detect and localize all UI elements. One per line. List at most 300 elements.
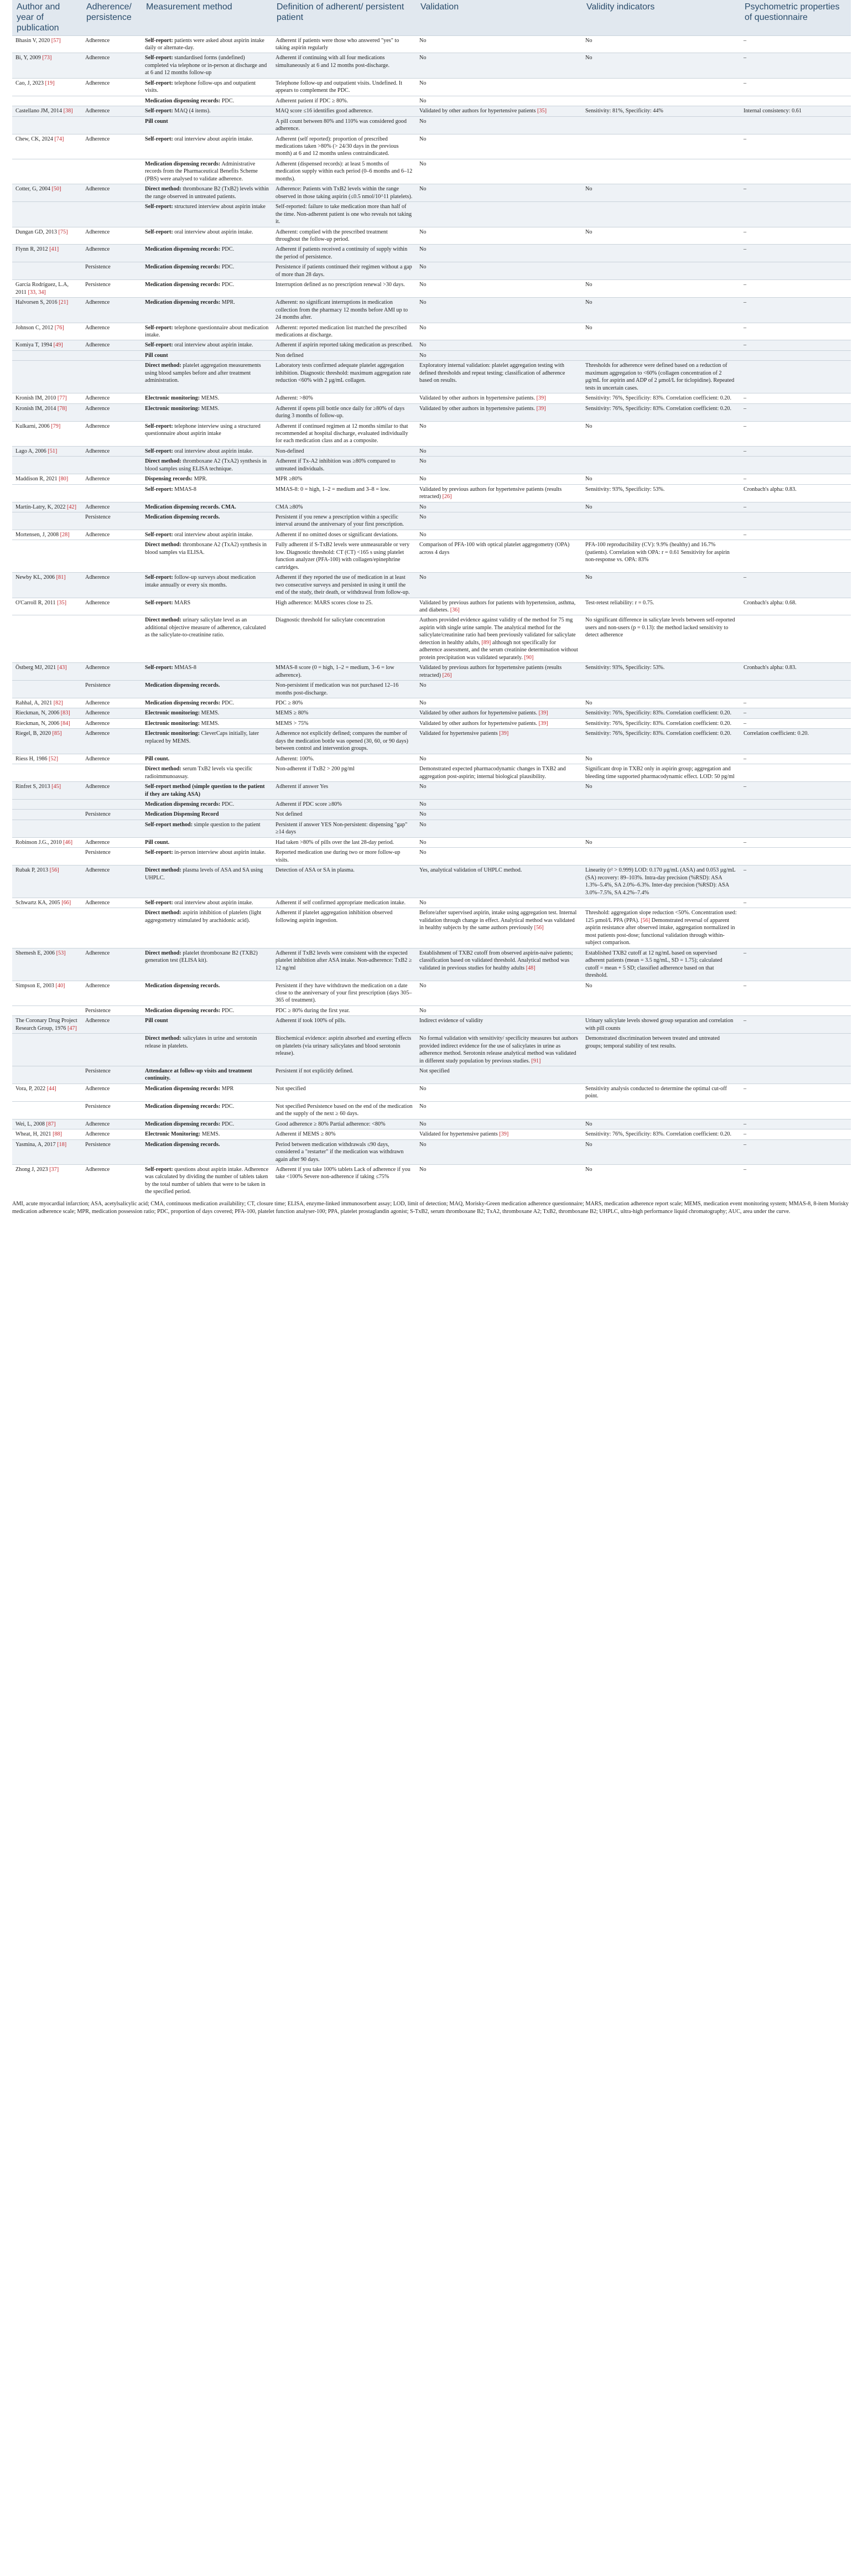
cell-psychometric: – [740, 898, 851, 908]
cell-definition: Adherent if they reported the use of medication in at least two consecutive surveys and persisted in using it until the end of the study, their death, or withdrawal from follow-up. [272, 573, 416, 598]
table-row [12, 530, 851, 540]
cell-validity: No significant difference in salicylate levels between self-reported users and non-users (p = 0.13): the method lacked sensitivity to detect adherence [582, 615, 740, 663]
cell-validation: No [416, 457, 582, 474]
cell-author [12, 1066, 82, 1084]
cell-adherence: Adherence [82, 134, 142, 159]
cell-psychometric [740, 1005, 851, 1015]
table-body [12, 35, 851, 1197]
cell-definition: Had taken >80% of pills over the last 28-day period. [272, 837, 416, 847]
cell-validation: No formal validation with sensitivity/ specificity measures but authors provided indirect evidence for the use of salicylates in urine as adherence method. Serotonin release analytical method was validated in different study population by previous studies. [91] [416, 1034, 582, 1066]
table-row [12, 1139, 851, 1164]
citation-link[interactable]: [35] [57, 599, 67, 606]
table-row [12, 78, 851, 96]
cell-adherence: Adherence [82, 323, 142, 340]
citation-link[interactable]: [41] [49, 246, 59, 253]
citation-link[interactable]: [87] [46, 1121, 56, 1127]
cell-validation: No [416, 96, 582, 106]
table-row [12, 981, 851, 1005]
cell-validation: Validated for hypertensive patients [39] [416, 1129, 582, 1139]
citation-link[interactable]: [39] [499, 1131, 509, 1138]
cell-author [12, 96, 82, 106]
table-row [12, 799, 851, 809]
cell-definition: Adherent if aspirin reported taking medication as prescribed. [272, 340, 416, 350]
table-row [12, 1119, 851, 1129]
cell-author [12, 361, 82, 393]
cell-author: Shemesh E, 2006 [53] [12, 948, 82, 981]
cell-validation: Validated by other authors in hypertensive patients. [39] [416, 393, 582, 403]
cell-author [12, 908, 82, 948]
citation-link[interactable]: [40] [55, 982, 65, 989]
table-row [12, 1129, 851, 1139]
method-type: Self-report: [145, 899, 173, 906]
citation-link[interactable]: [81] [56, 574, 66, 581]
cell-method: Medication dispensing records: MPR [142, 1084, 272, 1101]
cell-adherence [82, 361, 142, 393]
cell-method: Electronic monitoring: MEMS. [142, 393, 272, 403]
citation-link[interactable]: [56] [534, 925, 544, 931]
cell-validity [582, 530, 740, 540]
method-type: Pill count. [145, 755, 170, 762]
citation-link[interactable]: [52] [49, 755, 58, 762]
cell-validity: No [582, 1119, 740, 1129]
cell-adherence: Persistence [82, 848, 142, 865]
method-type: Medication dispensing records. [145, 982, 220, 989]
cell-adherence: Adherence [82, 78, 142, 96]
citation-link[interactable]: [18] [57, 1141, 67, 1148]
cell-author: Johnson C, 2012 [76] [12, 323, 82, 340]
table-row [12, 598, 851, 615]
cell-author: Lago A, 2006 [51] [12, 446, 82, 456]
cell-adherence: Persistence [82, 512, 142, 530]
method-type: Direct method: [145, 186, 181, 193]
cell-validity [582, 262, 740, 280]
cell-validity: No [582, 782, 740, 800]
table-row [12, 298, 851, 323]
cell-validity: No [582, 280, 740, 298]
cell-validity: No [582, 323, 740, 340]
cell-method: Direct method: thromboxane B2 (TxB2) levels within the range observed in untreated patients. [142, 184, 272, 202]
cell-validation: No [416, 981, 582, 1005]
cell-adherence [82, 615, 142, 663]
cell-psychometric: Cronbach's alpha: 0.68. [740, 598, 851, 615]
cell-psychometric: – [740, 718, 851, 728]
cell-adherence: Adherence [82, 718, 142, 728]
cell-validation: No [416, 530, 582, 540]
cell-validity [582, 446, 740, 456]
cell-method: Self-report: oral interview about aspirin intake. [142, 446, 272, 456]
citation-link[interactable]: [35] [537, 108, 547, 115]
table-row [12, 698, 851, 708]
citation-link[interactable]: [91] [531, 1058, 541, 1064]
citation-link[interactable]: [57] [51, 37, 61, 44]
cell-definition: Not specified [272, 1084, 416, 1101]
table-row [12, 134, 851, 159]
cell-author: The Coronary Drug Project Research Group, 1976 [47] [12, 1016, 82, 1034]
cell-psychometric: – [740, 421, 851, 446]
cell-validity [582, 78, 740, 96]
citation-link[interactable]: [66] [61, 899, 71, 906]
table-row [12, 350, 851, 360]
cell-definition: Adherent if you take 100% tablets Lack of adherence if you take <100% Severe non-adherence if taking ≤75% [272, 1165, 416, 1197]
cell-definition: Adherent if took 100% of pills. [272, 1016, 416, 1034]
cell-adherence: Adherence [82, 1129, 142, 1139]
cell-adherence: Adherence [82, 782, 142, 800]
citation-link[interactable]: [26] [442, 672, 452, 678]
cell-validity: No [582, 184, 740, 202]
cell-psychometric: – [740, 837, 851, 847]
method-type: Medication Dispensing Record [145, 811, 219, 818]
cell-method [142, 1016, 272, 1034]
cell-validity [582, 96, 740, 106]
method-type: Direct method: [145, 867, 181, 874]
cell-author [12, 848, 82, 865]
method-type: Self-report: [145, 204, 173, 210]
cell-author: Schwartz KA, 2005 [66] [12, 898, 82, 908]
citation-link[interactable]: [45] [51, 784, 61, 790]
method-type: Self-report: [145, 448, 173, 454]
cell-author: Castellano JM, 2014 [38] [12, 106, 82, 116]
cell-adherence: Adherence [82, 573, 142, 598]
cell-method: Medication dispensing records: PDC. [142, 799, 272, 809]
cell-psychometric: Internal consistency: 0.61 [740, 106, 851, 116]
cell-definition: Adherent if patients were those who answered "yes" to taking aspirin regularly [272, 35, 416, 53]
cell-adherence [82, 1034, 142, 1066]
cell-definition: MMAS-8 score (0 = high, 1–2 = medium, 3–6 = low adherence). [272, 663, 416, 681]
cell-adherence: Adherence [82, 865, 142, 898]
citation-link[interactable]: [56] [641, 917, 651, 924]
cell-author [12, 1005, 82, 1015]
cell-definition: Interruption defined as no prescription renewal >30 days. [272, 280, 416, 298]
cell-validation: No [416, 340, 582, 350]
cell-validation: No [416, 116, 582, 134]
cell-definition: Not defined [272, 810, 416, 820]
citation-link[interactable]: [78] [57, 405, 67, 412]
citation-link[interactable]: [83] [60, 710, 70, 717]
header-definition: Definition of adherent/ persistent patient [272, 0, 416, 35]
cell-adherence: Adherence [82, 530, 142, 540]
method-type: Self-report: [145, 531, 173, 538]
table-row [12, 540, 851, 573]
method-type: Self-report: [145, 229, 173, 235]
citation-link[interactable]: [88] [53, 1131, 63, 1138]
cell-adherence: Adherence [82, 393, 142, 403]
method-type: Self-report method (simple question to the patient if they are taking ASA) [145, 784, 265, 797]
cell-validation: No [416, 848, 582, 865]
cell-author: Zhong J, 2023 [37] [12, 1165, 82, 1197]
cell-author: Kulkarni, 2006 [79] [12, 421, 82, 446]
cell-validation: No [416, 799, 582, 809]
cell-method: Direct method: salicylates in urine and serotonin release in platelets. [142, 1034, 272, 1066]
cell-method: Self-report: standardised forms (undefined) completed via telephone or in-person at discharge and at 6 and 12 months follow-up [142, 53, 272, 78]
table-row [12, 502, 851, 512]
method-type: Medication dispensing records: [145, 801, 221, 807]
method-type: Medication dispensing records. [145, 1141, 220, 1148]
table-row [12, 1084, 851, 1101]
cell-validation: No [416, 280, 582, 298]
cell-adherence: Persistence [82, 1066, 142, 1084]
cell-validation: No [416, 1139, 582, 1164]
cell-method: Self-report: MMAS-8 [142, 663, 272, 681]
cell-validity: No [582, 298, 740, 323]
citation-link[interactable]: [33, 34] [28, 289, 46, 296]
citation-link[interactable]: [82] [53, 700, 63, 706]
method-type: Self-report: [145, 599, 173, 606]
cell-method: Self-report: in-person interview about aspirin intake. [142, 848, 272, 865]
cell-validity [582, 820, 740, 837]
citation-link[interactable]: [79] [51, 423, 61, 429]
cell-method: Self-report: oral interview about aspirin intake. [142, 340, 272, 350]
cell-method [142, 116, 272, 134]
citation-link[interactable]: [46] [63, 839, 73, 846]
citation-link[interactable]: [74] [54, 136, 64, 142]
method-type: Self-report: [145, 665, 173, 671]
citation-link[interactable]: [39] [536, 395, 546, 402]
cell-author: Mortensen, J, 2008 [28] [12, 530, 82, 540]
cell-author [12, 1101, 82, 1119]
cell-psychometric: – [740, 530, 851, 540]
citation-link[interactable]: [80] [59, 476, 69, 483]
cell-psychometric [740, 350, 851, 360]
cell-psychometric [740, 1034, 851, 1066]
cell-author [12, 810, 82, 820]
cell-author: Kronish IM, 2010 [77] [12, 393, 82, 403]
method-type: Medication dispensing records. [145, 682, 220, 689]
cell-validity [582, 848, 740, 865]
cell-validity [582, 340, 740, 350]
cell-validity: Sensitivity: 76%, Specificity: 83%. Correlation coefficient: 0.20. [582, 708, 740, 718]
citation-link[interactable]: [49] [53, 342, 63, 349]
cell-validation: Demonstrated expected pharmacodynamic changes in TXB2 and aggregation post-aspirin; internal biological plausibility. [416, 764, 582, 782]
cell-definition: Adherence: Patients with TxB2 levels within the range observed in those taking aspirin (≤0.5 nmol/10^11 platelets). [272, 184, 416, 202]
cell-author [12, 681, 82, 698]
citation-link[interactable]: [39] [499, 730, 509, 737]
citation-link[interactable]: [37] [49, 1167, 59, 1173]
cell-validity: No [582, 227, 740, 245]
cell-psychometric: – [740, 393, 851, 403]
cell-author [12, 457, 82, 474]
table-row [12, 323, 851, 340]
method-type: Pill count [145, 118, 168, 125]
cell-adherence: Adherence [82, 106, 142, 116]
cell-validation: No [416, 350, 582, 360]
cell-psychometric [740, 1101, 851, 1119]
cell-method: Self-report: oral interview about aspirin intake. [142, 898, 272, 908]
cell-definition: MEMS ≥ 80% [272, 708, 416, 718]
cell-adherence: Persistence [82, 1101, 142, 1119]
table-row [12, 1066, 851, 1084]
cell-adherence: Adherence [82, 598, 142, 615]
table-row [12, 1165, 851, 1197]
cell-validation: Yes, analytical validation of UHPLC method. [416, 865, 582, 898]
cell-definition: Persistent if they have withdrawn the medication on a date close to the anniversary of your first prescription (days 305–365 of treatment). [272, 981, 416, 1005]
table-row [12, 280, 851, 298]
cell-validation: No [416, 245, 582, 262]
table-row [12, 908, 851, 948]
cell-validation: Indirect evidence of validity [416, 1016, 582, 1034]
citation-link[interactable]: [39] [538, 720, 548, 727]
cell-author: Rahhal, A, 2021 [82] [12, 698, 82, 708]
cell-author: Flynn R, 2012 [41] [12, 245, 82, 262]
cell-method: Dispensing records: MPR. [142, 474, 272, 484]
cell-definition: Adherent: complied with the prescribed treatment throughout the follow-up period. [272, 227, 416, 245]
method-type: Self-report: [145, 1167, 173, 1173]
citation-link[interactable]: [44] [46, 1085, 56, 1092]
cell-validation: No [416, 53, 582, 78]
cell-validation: No [416, 1101, 582, 1119]
cell-adherence: Adherence [82, 1016, 142, 1034]
header-author: Author and year of publication [12, 0, 82, 35]
cell-validity [582, 457, 740, 474]
cell-validation: No [416, 898, 582, 908]
citation-link[interactable]: [75] [58, 229, 68, 235]
citation-link[interactable]: [48] [526, 965, 536, 971]
method-type: Pill count [145, 352, 168, 359]
cell-method: Direct method: serum TxB2 levels via specific radioimmunoassay. [142, 764, 272, 782]
cell-psychometric: – [740, 1084, 851, 1101]
citation-link[interactable]: [77] [57, 395, 67, 402]
cell-method: Direct method: urinary salicylate level as an additional objective measure of adherence, calculated as the salicylate-to-creatinine ratio. [142, 615, 272, 663]
cell-psychometric: – [740, 1119, 851, 1129]
cell-validity: Demonstrated discrimination between treated and untreated groups; temporal stability of test results. [582, 1034, 740, 1066]
citation-link[interactable]: [36] [450, 607, 460, 614]
cell-method: Medication dispensing records: PDC. [142, 245, 272, 262]
cell-validation: No [416, 754, 582, 764]
cell-method: Direct method: aspirin inhibition of platelets (light aggregometry stimulated by arachidonic acid). [142, 908, 272, 948]
cell-psychometric [740, 810, 851, 820]
citation-link[interactable]: [39] [538, 710, 548, 717]
cell-author: Martín-Latry, K, 2022 [42] [12, 502, 82, 512]
cell-method [142, 837, 272, 847]
cell-definition: Adherent (self reported): proportion of prescribed medications taken >80% (> 24/30 days in the previous month) at 6 and 12 months unless contraindicated. [272, 134, 416, 159]
cell-validation: No [416, 227, 582, 245]
cell-psychometric: – [740, 1129, 851, 1139]
cell-psychometric: Cronbach's alpha: 0.83. [740, 663, 851, 681]
cell-method: Self-report: telephone interview using a structured questionnaire about aspirin intake [142, 421, 272, 446]
method-type: Direct method: [145, 1035, 181, 1042]
method-type: Direct method: [145, 362, 181, 369]
citation-link[interactable]: [42] [67, 504, 76, 510]
cell-definition: Non-adherent if TxB2 > 200 pg/ml [272, 764, 416, 782]
table-row [12, 474, 851, 484]
cell-validation: No [416, 298, 582, 323]
table-row [12, 754, 851, 764]
cell-validity [582, 116, 740, 134]
citation-link[interactable]: [26] [442, 494, 452, 500]
cell-validation: No [416, 78, 582, 96]
cell-author: Cotter, G, 2004 [50] [12, 184, 82, 202]
cell-definition: Adherent if opens pill bottle once daily for ≥80% of days during 3 months of follow-up. [272, 403, 416, 421]
table-row [12, 262, 851, 280]
cell-author: Östberg MJ, 2021 [43] [12, 663, 82, 681]
cell-validity [582, 512, 740, 530]
table-row [12, 393, 851, 403]
method-type: Medication dispensing records: [145, 700, 221, 706]
cell-validation: Establishment of TXB2 cutoff from observed aspirin-naive patients; classification based on validated threshold. Analytical method was validated in previous studies for healthy adults [48] [416, 948, 582, 981]
table-row [12, 484, 851, 502]
citation-link[interactable]: [56] [49, 867, 59, 874]
citation-link[interactable]: [51] [48, 448, 58, 454]
cell-definition: MEMS > 75% [272, 718, 416, 728]
cell-adherence: Adherence [82, 227, 142, 245]
citation-link[interactable]: [19] [45, 80, 55, 86]
cell-definition: A pill count between 80% and 110% was considered good adherence. [272, 116, 416, 134]
cell-validation: No [416, 1084, 582, 1101]
cell-validation: No [416, 35, 582, 53]
cell-method: Electronic monitoring: MEMS. [142, 718, 272, 728]
citation-link[interactable]: [90] [524, 654, 534, 661]
cell-method: Medication dispensing records: PDC. [142, 96, 272, 106]
cell-method: Medication dispensing records: PDC. [142, 1119, 272, 1129]
cell-validity: Linearity (r² > 0.999) LOD: 0.170 µg/mL (ASA) and 0.053 µg/mL (SA) recovery: 89–103%. Intra-day precision (%RSD): ASA 1.3%–5.4%, SA 2.0%–6.3%. Inter-day precision (%RSD): ASA 3.0%–7.5%, SA 4.2%–7.4% [582, 865, 740, 898]
method-type: Direct method: [145, 542, 181, 548]
cell-definition: Fully adherent if S-TxB2 levels were unmeasurable or very low. Diagnostic threshold: CT (CT) <165 s using platelet function analyzer (PFA-100) with collagen/epinephrine cartridges. [272, 540, 416, 573]
cell-validation: No [416, 681, 582, 698]
cell-adherence: Persistence [82, 681, 142, 698]
cell-definition: MMAS-8: 0 = high, 1–2 = medium and 3–8 = low. [272, 484, 416, 502]
cell-psychometric: – [740, 184, 851, 202]
citation-link[interactable]: [38] [63, 108, 73, 115]
cell-method: Electronic monitoring: CleverCaps initially, later replaced by MEMS. [142, 729, 272, 754]
citation-link[interactable]: [21] [59, 299, 69, 306]
table-row [12, 764, 851, 782]
table-row [12, 245, 851, 262]
cell-author: Vora, P, 2022 [44] [12, 1084, 82, 1101]
cell-author: Newby KL, 2006 [81] [12, 573, 82, 598]
cell-validity: No [582, 1139, 740, 1164]
citation-link[interactable]: [73] [42, 55, 52, 61]
method-type: Self-report: [145, 37, 173, 44]
cell-definition: Adherent patient if PDC ≥ 80%. [272, 96, 416, 106]
cell-method [142, 512, 272, 530]
cell-author [12, 540, 82, 573]
citation-link[interactable]: [39] [536, 405, 546, 412]
cell-validation: Validated by previous authors for hypertensive patients (results retracted) [26] [416, 484, 582, 502]
method-type: Medication dispensing records: [145, 1085, 221, 1092]
table-row [12, 615, 851, 663]
cell-psychometric: – [740, 782, 851, 800]
table-row [12, 865, 851, 898]
cell-validity: No [582, 754, 740, 764]
cell-validation: No [416, 1165, 582, 1197]
cell-validity: Threshold: aggregation slope reduction <50%. Concentration used: 125 µmol/L PPA (PPA). [56] Demonstrated reversal of apparent aspirin resistance after observed intake, aggregation normalized in most patients post-dose; functional validation through within-subject comparison. [582, 908, 740, 948]
table-row [12, 1101, 851, 1119]
citation-link[interactable]: [47] [67, 1025, 77, 1032]
cell-psychometric: – [740, 280, 851, 298]
cell-adherence [82, 484, 142, 502]
citation-link[interactable]: [50] [51, 186, 61, 193]
cell-definition: Adherent: 100%. [272, 754, 416, 764]
citation-link[interactable]: [89] [481, 639, 491, 646]
citation-link[interactable]: [76] [54, 324, 64, 331]
cell-validation: No [416, 134, 582, 159]
cell-method: Self-report: oral interview about aspirin intake. [142, 134, 272, 159]
cell-author: Wei, L, 2008 [87] [12, 1119, 82, 1129]
table-row [12, 116, 851, 134]
cell-validity [582, 1066, 740, 1084]
citation-link[interactable]: [43] [57, 665, 67, 671]
cell-validation: Validated by other authors in hypertensive patients. [39] [416, 403, 582, 421]
citation-link[interactable]: [53] [56, 950, 66, 956]
cell-author: Maddison R, 2021 [80] [12, 474, 82, 484]
cell-validation: Not specified [416, 1066, 582, 1084]
citation-link[interactable]: [85] [52, 730, 62, 737]
citation-link[interactable]: [84] [60, 720, 70, 727]
citation-link[interactable]: [28] [60, 531, 70, 538]
cell-adherence: Adherence [82, 340, 142, 350]
cell-adherence: Adherence [82, 729, 142, 754]
cell-psychometric: – [740, 502, 851, 512]
method-type: Medication dispensing records: [145, 264, 221, 271]
